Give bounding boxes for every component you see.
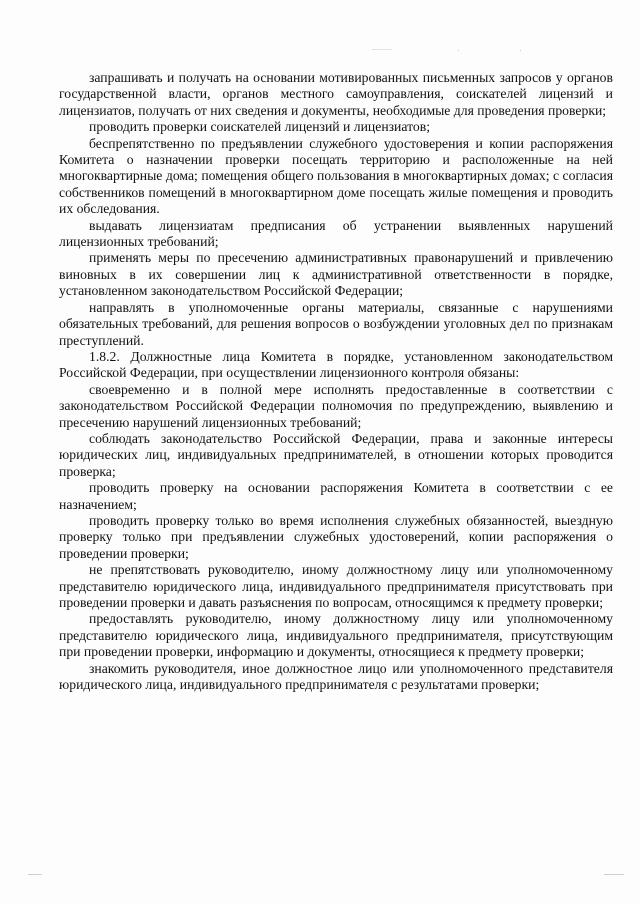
paragraph-provide-information: предоставлять руководителю, иному должностному лицу или уполномоченному представителю юридического лица, индивидуального предпринимателя, присутствующим при проведении проверки, информацию и документы, относящиеся к предмету проверки;: [59, 611, 613, 660]
paragraph-issue-orders: выдавать лицензиатам предписания об устранении выявленных нарушений лицензионных требований;: [59, 217, 613, 250]
paragraph-not-obstruct: не препятствовать руководителю, иному должностному лицу или уполномоченному представителю юридического лица, индивидуального предпринимателя присутствовать при проведении проверки и давать разъяснения по вопросам, относящимся к предмету проверки;: [59, 562, 613, 610]
paragraph-visit-premises: беспрепятственно по предъявлении служебного удостоверения и копии распоряжения Комитета о назначении проверки посещать территорию и расположенные на ней многоквартирные дома; помещения общего пользования в многоквартирных домах; с согласия собственников помещений в многоквартирном доме посещать жилые помещения и проводить их обследования.: [59, 135, 613, 217]
scan-artifact-dot: [458, 50, 459, 51]
scan-artifact-dot: [520, 50, 521, 51]
document-body: [59, 70, 613, 693]
paragraph-familiarize-results: знакомить руководителя, иное должностное лицо или уполномоченного представителя юридического лица, индивидуального предпринимателя с результатами проверки;: [59, 660, 613, 693]
paragraph-apply-measures: применять меры по пресечению административных правонарушений и привлечению виновных в их совершении лиц к административной ответственности в порядке, установленном законодательством Российской Федерации;: [59, 250, 613, 299]
paragraph-observe-law: соблюдать законодательство Российской Федерации, права и законные интересы юридических лиц, индивидуальных предпринимателей, в отношении которых проводится проверка;: [59, 430, 613, 479]
scan-artifact-bottom-left: [28, 874, 42, 875]
scan-artifact-bottom-right: [604, 874, 624, 875]
scan-artifact-top: [372, 49, 392, 50]
paragraph-inspection-time: проводить проверку только во время исполнения служебных обязанностей, выездную проверку только при предъявлении служебных удостоверений, копии распоряжения о проведении проверки;: [59, 512, 613, 561]
paragraph-inspection-basis: проводить проверку на основании распоряжения Комитета в соответствии с ее назначением;: [59, 480, 613, 512]
paragraph-section-1-8-2: 1.8.2. Должностные лица Комитета в порядке, установленном законодательством Российской Федерации, при осуществлении лицензионного контроля обязаны:: [59, 348, 613, 381]
paragraph-exercise-powers: своевременно и в полной мере исполнять предоставленные в соответствии с законодательством Российской Федерации полномочия по предупреждению, выявлению и пресечению нарушений лицензионных требований;: [59, 381, 613, 430]
paragraph-request-info: запрашивать и получать на основании мотивированных письменных запросов у органов государственной власти, органов местного самоуправления, соискателей лицензий и лицензиатов, получать от них сведения и документы, необходимые для проведения проверки;: [59, 70, 613, 118]
paragraph-conduct-inspections: проводить проверки соискателей лицензий и лицензиатов;: [89, 119, 431, 135]
paragraph-send-materials: направлять в уполномоченные органы материалы, связанные с нарушениями обязательных требований, для решения вопросов о возбуждении уголовных дел по признакам преступлений.: [59, 299, 613, 348]
